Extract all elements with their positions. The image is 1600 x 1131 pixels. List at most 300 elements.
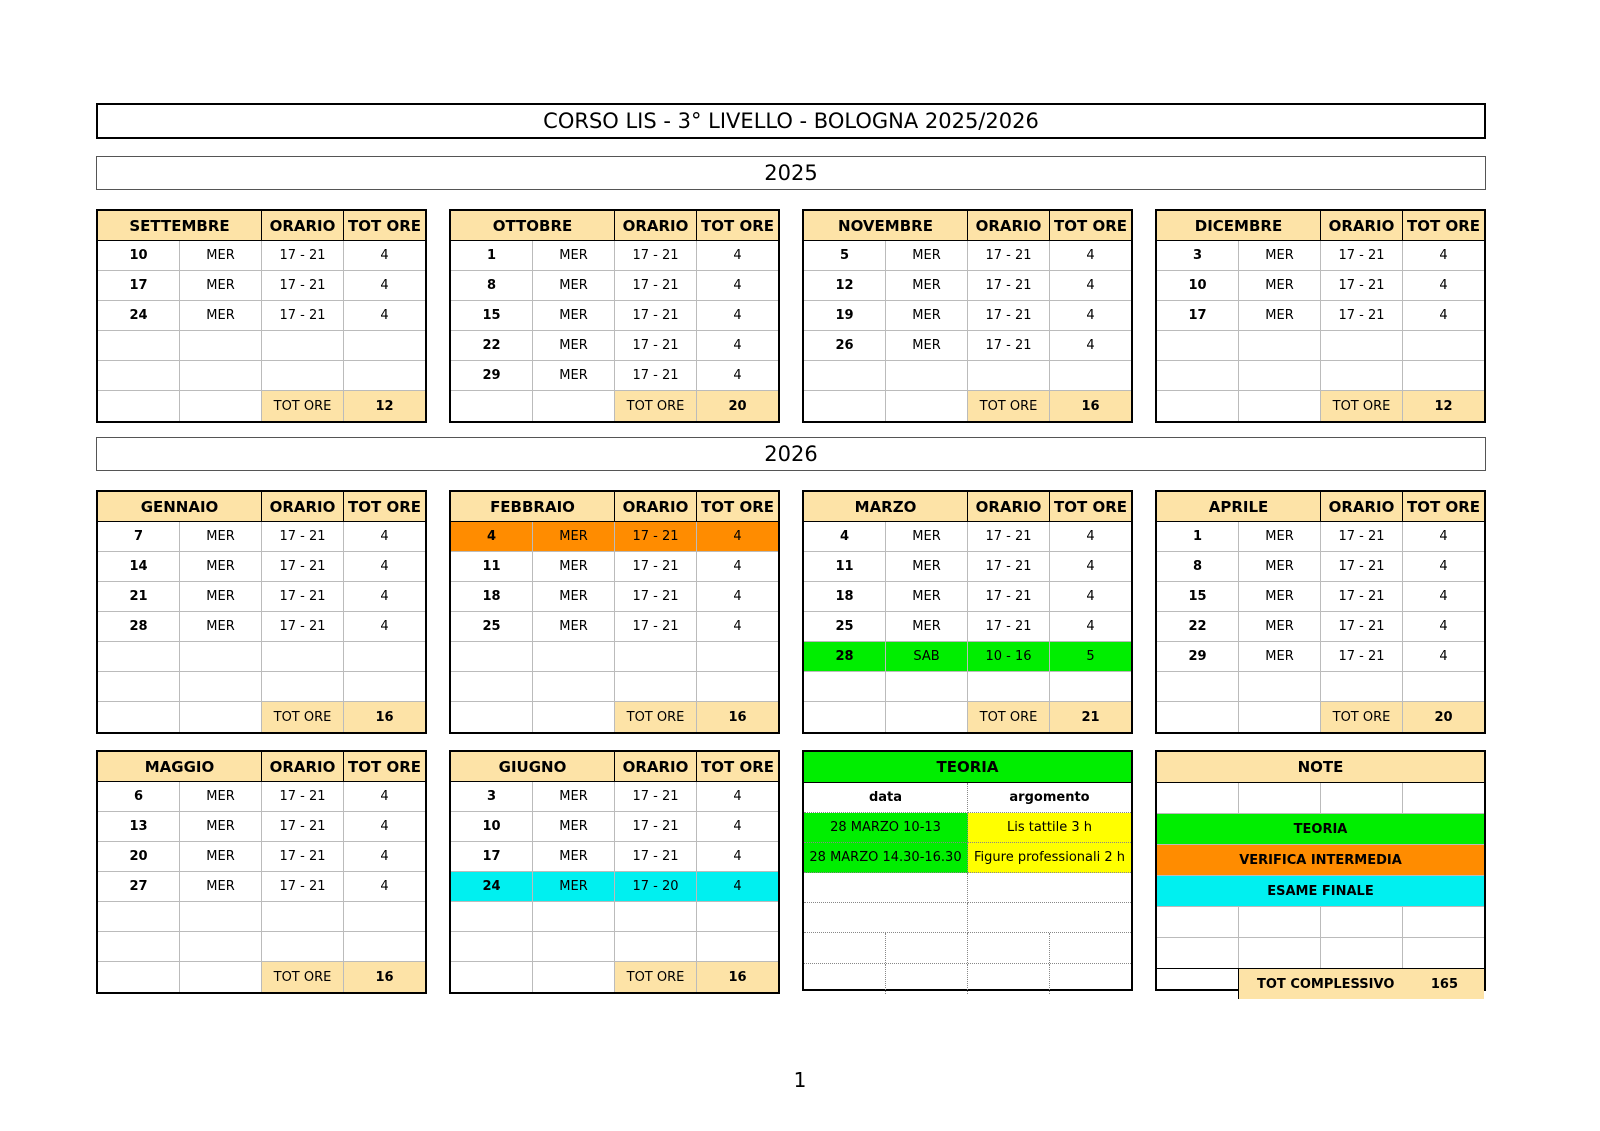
lesson-hours: 4	[344, 872, 425, 902]
lesson-hours: 4	[1403, 522, 1484, 552]
lesson-hours	[344, 361, 425, 391]
month-header	[1157, 492, 1484, 522]
month-header	[451, 752, 778, 782]
tot-ore-header: TOT ORE	[1050, 211, 1131, 241]
lesson-row	[1157, 552, 1484, 582]
lesson-row	[1157, 241, 1484, 271]
lesson-day: 18	[804, 582, 886, 612]
month-table-maggio	[96, 750, 427, 994]
month-name: APRILE	[1157, 492, 1321, 522]
lesson-hours	[697, 902, 778, 932]
lesson-weekday	[533, 672, 615, 702]
month-table-dicembre	[1155, 209, 1486, 423]
lesson-hours: 4	[697, 872, 778, 902]
lesson-hours	[1403, 672, 1484, 702]
legend-esame-finale: ESAME FINALE	[1157, 876, 1484, 907]
month-total-value: 16	[344, 702, 425, 732]
lesson-time: 17 - 21	[262, 872, 344, 902]
lesson-hours: 4	[344, 612, 425, 642]
month-total-value: 16	[697, 702, 778, 732]
lesson-row	[804, 582, 1131, 612]
month-name: FEBBRAIO	[451, 492, 615, 522]
lesson-day	[1157, 672, 1239, 702]
orario-header: ORARIO	[1321, 211, 1403, 241]
lesson-weekday: MER	[180, 782, 262, 812]
lesson-time: 17 - 21	[968, 331, 1050, 361]
month-total-label: TOT ORE	[968, 391, 1050, 421]
lesson-weekday: MER	[533, 361, 615, 391]
month-header	[451, 492, 778, 522]
lesson-weekday	[886, 672, 968, 702]
month-total-value: 20	[697, 391, 778, 421]
month-table-settembre	[96, 209, 427, 423]
orario-header: ORARIO	[262, 492, 344, 522]
month-table-gennaio	[96, 490, 427, 734]
month-name: GENNAIO	[98, 492, 262, 522]
lesson-row	[451, 241, 778, 271]
lesson-weekday: MER	[1239, 522, 1321, 552]
month-total-row	[1157, 391, 1484, 421]
lesson-hours: 4	[697, 271, 778, 301]
note-empty-row	[1157, 783, 1484, 814]
lesson-time: 17 - 21	[615, 782, 697, 812]
lesson-hours: 4	[1403, 552, 1484, 582]
orario-header: ORARIO	[615, 492, 697, 522]
lesson-time: 17 - 21	[262, 812, 344, 842]
lesson-time: 17 - 21	[968, 612, 1050, 642]
month-name: DICEMBRE	[1157, 211, 1321, 241]
lesson-hours: 4	[1050, 271, 1131, 301]
teoria-row-date: 28 MARZO 10-13	[804, 813, 968, 843]
lesson-time: 17 - 21	[615, 241, 697, 271]
lesson-time: 17 - 21	[262, 782, 344, 812]
lesson-hours: 4	[697, 612, 778, 642]
lesson-time: 17 - 21	[262, 552, 344, 582]
month-name: MAGGIO	[98, 752, 262, 782]
lesson-weekday	[886, 361, 968, 391]
lesson-row	[451, 271, 778, 301]
teoria-col-argomento: argomento	[968, 783, 1131, 813]
lesson-row	[451, 932, 778, 962]
lesson-weekday: MER	[180, 842, 262, 872]
tot-ore-header: TOT ORE	[697, 752, 778, 782]
lesson-weekday: MER	[533, 782, 615, 812]
lesson-day: 6	[98, 782, 180, 812]
teoria-panel	[802, 750, 1133, 991]
lesson-time: 17 - 20	[615, 872, 697, 902]
month-total-label: TOT ORE	[615, 702, 697, 732]
lesson-weekday: MER	[1239, 612, 1321, 642]
teoria-row	[804, 843, 1131, 873]
orario-header: ORARIO	[262, 211, 344, 241]
lesson-day: 8	[451, 271, 533, 301]
page-number: 1	[793, 1068, 807, 1092]
lesson-row	[804, 672, 1131, 702]
lesson-row	[98, 872, 425, 902]
lesson-time: 10 - 16	[968, 642, 1050, 672]
lesson-row	[451, 782, 778, 812]
lesson-row	[451, 902, 778, 932]
lesson-row	[804, 331, 1131, 361]
lesson-row	[98, 301, 425, 331]
note-panel	[1155, 750, 1486, 991]
month-header	[98, 211, 425, 241]
lesson-day: 18	[451, 582, 533, 612]
lesson-hours: 4	[344, 241, 425, 271]
teoria-empty-row	[804, 873, 1131, 903]
month-total-row	[451, 702, 778, 732]
lesson-day: 15	[1157, 582, 1239, 612]
lesson-row	[1157, 642, 1484, 672]
lesson-row	[98, 842, 425, 872]
lesson-weekday: MER	[180, 271, 262, 301]
lesson-weekday: MER	[1239, 241, 1321, 271]
month-table-aprile	[1155, 490, 1486, 734]
lesson-time: 17 - 21	[968, 582, 1050, 612]
lesson-time	[1321, 331, 1403, 361]
lesson-weekday: MER	[533, 812, 615, 842]
lesson-day: 10	[98, 241, 180, 271]
lesson-hours: 4	[697, 552, 778, 582]
month-header	[451, 211, 778, 241]
lesson-day: 28	[804, 642, 886, 672]
lesson-hours: 4	[697, 782, 778, 812]
lesson-time	[615, 642, 697, 672]
lesson-row	[451, 672, 778, 702]
month-total-label: TOT ORE	[262, 702, 344, 732]
lesson-day: 26	[804, 331, 886, 361]
lesson-row	[1157, 672, 1484, 702]
lesson-day	[451, 902, 533, 932]
lesson-weekday: MER	[533, 552, 615, 582]
month-total-label: TOT ORE	[1321, 702, 1403, 732]
month-total-value: 21	[1050, 702, 1131, 732]
lesson-hours: 4	[1050, 552, 1131, 582]
lesson-weekday: MER	[533, 331, 615, 361]
lesson-day: 15	[451, 301, 533, 331]
lesson-weekday: MER	[180, 872, 262, 902]
lesson-row	[451, 361, 778, 391]
year-2025-banner: 2025	[96, 156, 1486, 190]
orario-header: ORARIO	[968, 211, 1050, 241]
lesson-hours	[1403, 331, 1484, 361]
lesson-weekday: MER	[533, 522, 615, 552]
lesson-row	[451, 842, 778, 872]
lesson-day: 29	[451, 361, 533, 391]
page-title: CORSO LIS - 3° LIVELLO - BOLOGNA 2025/2026	[96, 103, 1486, 139]
lesson-day	[451, 932, 533, 962]
lesson-day: 4	[804, 522, 886, 552]
month-header	[804, 492, 1131, 522]
lesson-hours	[1403, 361, 1484, 391]
lesson-weekday	[533, 642, 615, 672]
lesson-weekday: MER	[533, 271, 615, 301]
lesson-time	[262, 361, 344, 391]
total-complessivo-label: TOT COMPLESSIVO	[1257, 976, 1395, 992]
lesson-hours: 4	[1403, 582, 1484, 612]
lesson-day: 27	[98, 872, 180, 902]
lesson-weekday	[180, 642, 262, 672]
month-total-label: TOT ORE	[615, 962, 697, 992]
lesson-time: 17 - 21	[262, 241, 344, 271]
lesson-row	[804, 301, 1131, 331]
lesson-row	[98, 932, 425, 962]
lesson-time: 17 - 21	[262, 582, 344, 612]
lesson-day: 14	[98, 552, 180, 582]
lesson-day: 10	[1157, 271, 1239, 301]
lesson-weekday	[1239, 672, 1321, 702]
lesson-weekday	[180, 331, 262, 361]
lesson-row	[804, 612, 1131, 642]
lesson-hours	[344, 642, 425, 672]
lesson-weekday: MER	[180, 552, 262, 582]
month-total-value: 20	[1403, 702, 1484, 732]
lesson-day: 4	[451, 522, 533, 552]
lesson-time	[1321, 361, 1403, 391]
teoria-row-topic: Lis tattile 3 h	[968, 813, 1131, 843]
lesson-row	[451, 331, 778, 361]
lesson-day: 19	[804, 301, 886, 331]
month-total-value: 16	[697, 962, 778, 992]
lesson-time: 17 - 21	[1321, 271, 1403, 301]
lesson-hours: 4	[1050, 612, 1131, 642]
lesson-hours: 4	[697, 241, 778, 271]
orario-header: ORARIO	[262, 752, 344, 782]
lesson-hours: 4	[697, 301, 778, 331]
lesson-row	[804, 522, 1131, 552]
lesson-row	[98, 642, 425, 672]
lesson-hours: 4	[697, 361, 778, 391]
lesson-day	[98, 642, 180, 672]
lesson-row	[451, 301, 778, 331]
teoria-row	[804, 813, 1131, 843]
lesson-day	[451, 642, 533, 672]
lesson-day: 1	[1157, 522, 1239, 552]
lesson-hours: 4	[1403, 271, 1484, 301]
lesson-weekday: SAB	[886, 642, 968, 672]
lesson-day: 22	[451, 331, 533, 361]
lesson-row	[1157, 612, 1484, 642]
month-name: GIUGNO	[451, 752, 615, 782]
lesson-weekday: MER	[533, 582, 615, 612]
lesson-hours: 4	[344, 552, 425, 582]
month-table-novembre	[802, 209, 1133, 423]
lesson-day: 3	[451, 782, 533, 812]
lesson-hours: 4	[697, 582, 778, 612]
teoria-col-data: data	[804, 783, 968, 813]
lesson-time: 17 - 21	[615, 271, 697, 301]
lesson-weekday	[533, 902, 615, 932]
month-total-row	[804, 391, 1131, 421]
lesson-row	[98, 331, 425, 361]
lesson-row	[98, 522, 425, 552]
lesson-hours: 4	[1403, 612, 1484, 642]
lesson-time: 17 - 21	[615, 812, 697, 842]
tot-ore-header: TOT ORE	[697, 211, 778, 241]
lesson-time: 17 - 21	[615, 582, 697, 612]
month-total-row	[98, 702, 425, 732]
lesson-hours: 4	[344, 812, 425, 842]
tot-ore-header: TOT ORE	[344, 211, 425, 241]
lesson-row	[451, 812, 778, 842]
lesson-row	[1157, 301, 1484, 331]
lesson-row	[1157, 331, 1484, 361]
lesson-hours	[344, 902, 425, 932]
lesson-time: 17 - 21	[262, 612, 344, 642]
lesson-row	[98, 361, 425, 391]
lesson-weekday: MER	[180, 612, 262, 642]
lesson-hours: 4	[1403, 642, 1484, 672]
lesson-time: 17 - 21	[615, 522, 697, 552]
lesson-time	[968, 672, 1050, 702]
lesson-row	[804, 552, 1131, 582]
month-name: MARZO	[804, 492, 968, 522]
lesson-weekday: MER	[1239, 271, 1321, 301]
lesson-time: 17 - 21	[262, 522, 344, 552]
lesson-day	[98, 902, 180, 932]
lesson-row	[98, 782, 425, 812]
lesson-time: 17 - 21	[615, 842, 697, 872]
lesson-weekday: MER	[886, 612, 968, 642]
tot-ore-header: TOT ORE	[1403, 492, 1484, 522]
lesson-weekday: MER	[533, 872, 615, 902]
month-total-row	[1157, 702, 1484, 732]
lesson-weekday	[180, 672, 262, 702]
lesson-hours: 4	[697, 812, 778, 842]
lesson-time: 17 - 21	[1321, 241, 1403, 271]
lesson-row	[1157, 522, 1484, 552]
lesson-time	[615, 902, 697, 932]
lesson-row	[98, 812, 425, 842]
lesson-time: 17 - 21	[1321, 582, 1403, 612]
teoria-row-topic: Figure professionali 2 h	[968, 843, 1131, 873]
lesson-day: 17	[98, 271, 180, 301]
lesson-day: 11	[451, 552, 533, 582]
lesson-day: 20	[98, 842, 180, 872]
lesson-row	[98, 582, 425, 612]
lesson-day: 17	[451, 842, 533, 872]
month-table-ottobre	[449, 209, 780, 423]
month-total-row	[98, 391, 425, 421]
month-header	[1157, 211, 1484, 241]
teoria-empty-row	[804, 964, 1131, 994]
lesson-time: 17 - 21	[615, 301, 697, 331]
lesson-day: 5	[804, 241, 886, 271]
lesson-time: 17 - 21	[1321, 301, 1403, 331]
lesson-row	[1157, 582, 1484, 612]
lesson-hours: 4	[1403, 301, 1484, 331]
lesson-row	[451, 522, 778, 552]
tot-ore-header: TOT ORE	[697, 492, 778, 522]
lesson-day: 7	[98, 522, 180, 552]
lesson-row	[804, 271, 1131, 301]
lesson-day: 3	[1157, 241, 1239, 271]
lesson-hours	[344, 932, 425, 962]
lesson-time	[262, 642, 344, 672]
lesson-weekday: MER	[1239, 582, 1321, 612]
month-total-value: 16	[344, 962, 425, 992]
lesson-day: 22	[1157, 612, 1239, 642]
month-total-value: 16	[1050, 391, 1131, 421]
lesson-hours: 4	[344, 522, 425, 552]
month-table-giugno	[449, 750, 780, 994]
lesson-row	[98, 552, 425, 582]
lesson-hours	[697, 932, 778, 962]
lesson-time: 17 - 21	[968, 552, 1050, 582]
month-total-value: 12	[344, 391, 425, 421]
lesson-time: 17 - 21	[615, 331, 697, 361]
month-total-label: TOT ORE	[262, 391, 344, 421]
lesson-time: 17 - 21	[262, 842, 344, 872]
lesson-weekday: MER	[1239, 552, 1321, 582]
lesson-weekday	[180, 361, 262, 391]
lesson-day: 25	[451, 612, 533, 642]
lesson-hours: 4	[1050, 301, 1131, 331]
lesson-day	[804, 672, 886, 702]
lesson-time	[615, 672, 697, 702]
lesson-time: 17 - 21	[968, 241, 1050, 271]
lesson-time	[262, 672, 344, 702]
lesson-time	[262, 932, 344, 962]
lesson-day	[98, 672, 180, 702]
lesson-day	[98, 331, 180, 361]
lesson-row	[451, 642, 778, 672]
lesson-day: 28	[98, 612, 180, 642]
note-empty-row	[1157, 907, 1484, 938]
lesson-time	[968, 361, 1050, 391]
lesson-hours	[697, 672, 778, 702]
teoria-row-date: 28 MARZO 14.30-16.30	[804, 843, 968, 873]
lesson-hours: 4	[344, 271, 425, 301]
lesson-row	[98, 241, 425, 271]
lesson-weekday: MER	[886, 552, 968, 582]
lesson-weekday: MER	[886, 331, 968, 361]
lesson-row	[1157, 271, 1484, 301]
lesson-time: 17 - 21	[1321, 522, 1403, 552]
lesson-weekday: MER	[533, 301, 615, 331]
month-table-marzo	[802, 490, 1133, 734]
month-header	[804, 211, 1131, 241]
lesson-weekday: MER	[533, 241, 615, 271]
lesson-hours: 4	[344, 782, 425, 812]
tot-ore-header: TOT ORE	[1403, 211, 1484, 241]
lesson-time: 17 - 21	[262, 271, 344, 301]
lesson-day: 17	[1157, 301, 1239, 331]
month-name: OTTOBRE	[451, 211, 615, 241]
lesson-weekday: MER	[180, 582, 262, 612]
lesson-weekday: MER	[180, 301, 262, 331]
month-header	[98, 752, 425, 782]
lesson-hours	[1050, 672, 1131, 702]
lesson-time: 17 - 21	[968, 522, 1050, 552]
lesson-day: 25	[804, 612, 886, 642]
lesson-day	[1157, 361, 1239, 391]
teoria-empty-row	[804, 933, 1131, 964]
month-total-label: TOT ORE	[615, 391, 697, 421]
lesson-weekday: MER	[533, 842, 615, 872]
lesson-hours: 4	[1050, 331, 1131, 361]
lesson-hours: 4	[697, 331, 778, 361]
orario-header: ORARIO	[968, 492, 1050, 522]
month-total-value: 12	[1403, 391, 1484, 421]
lesson-row	[451, 582, 778, 612]
lesson-hours: 4	[344, 842, 425, 872]
lesson-time: 17 - 21	[262, 301, 344, 331]
lesson-row	[804, 241, 1131, 271]
lesson-time	[262, 331, 344, 361]
note-header: NOTE	[1157, 752, 1484, 783]
month-total-row	[98, 962, 425, 992]
